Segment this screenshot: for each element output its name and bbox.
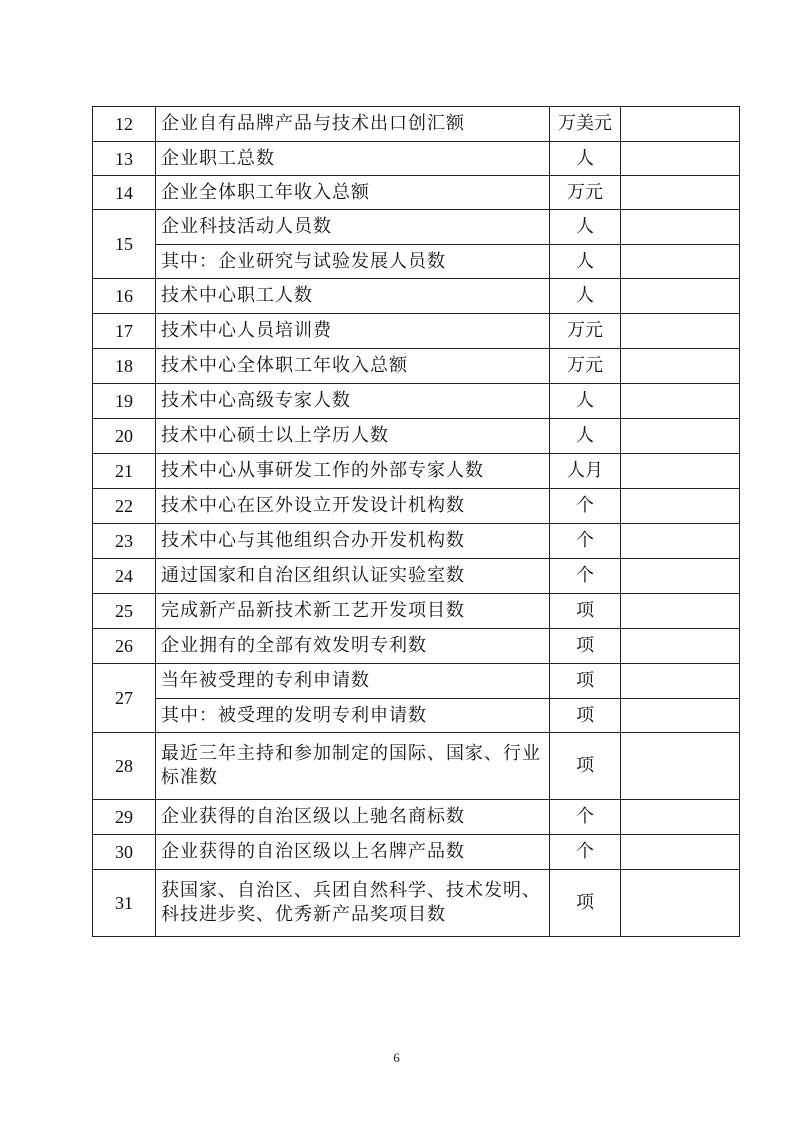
- row-value-cell: [621, 245, 740, 279]
- row-item: 技术中心从事研发工作的外部专家人数: [156, 454, 550, 489]
- row-value-cell: [621, 142, 740, 176]
- table-row: [93, 835, 740, 870]
- table-row: [93, 349, 740, 384]
- row-sub-unit: 人: [550, 245, 621, 279]
- row-value-cell: [621, 279, 740, 314]
- row-number: 19: [93, 384, 156, 419]
- row-number: 30: [93, 835, 156, 870]
- row-item: 企业自有品牌产品与技术出口创汇额: [156, 107, 550, 142]
- row-item: 技术中心硕士以上学历人数: [156, 419, 550, 454]
- row-item: 技术中心在区外设立开发设计机构数: [156, 489, 550, 524]
- row-value-cell: [621, 210, 740, 245]
- row-item: 企业获得的自治区级以上名牌产品数: [156, 835, 550, 870]
- row-number: 14: [93, 176, 156, 210]
- row-value-cell: [621, 454, 740, 489]
- row-value-cell: [621, 107, 740, 142]
- row-value-cell: [621, 629, 740, 664]
- row-item: 企业全体职工年收入总额: [156, 176, 550, 210]
- row-value-cell: [621, 733, 740, 800]
- row-number: 18: [93, 349, 156, 384]
- table-row: [93, 733, 740, 800]
- row-unit: 万元: [550, 314, 621, 349]
- row-unit: 人: [550, 210, 621, 245]
- row-item: 企业拥有的全部有效发明专利数: [156, 629, 550, 664]
- row-item: 技术中心人员培训费: [156, 314, 550, 349]
- row-value-cell: [621, 384, 740, 419]
- row-item: 技术中心职工人数: [156, 279, 550, 314]
- row-value-cell: [621, 800, 740, 835]
- row-unit: 人: [550, 384, 621, 419]
- table-row: [93, 176, 740, 210]
- row-unit: 个: [550, 835, 621, 870]
- row-number: 15: [93, 210, 156, 279]
- row-sub-unit: 项: [550, 699, 621, 733]
- row-item: 通过国家和自治区组织认证实验室数: [156, 559, 550, 594]
- row-unit: 人: [550, 279, 621, 314]
- row-number: 26: [93, 629, 156, 664]
- table-row: [93, 524, 740, 559]
- row-item: 最近三年主持和参加制定的国际、国家、行业标准数: [156, 733, 550, 800]
- row-unit: 个: [550, 559, 621, 594]
- row-unit: 万元: [550, 176, 621, 210]
- statistics-table: [92, 106, 740, 937]
- row-item: 获国家、自治区、兵团自然科学、技术发明、科技进步奖、优秀新产品奖项目数: [156, 870, 550, 937]
- table-row: [93, 629, 740, 664]
- row-unit: 项: [550, 733, 621, 800]
- row-item: 完成新产品新技术新工艺开发项目数: [156, 594, 550, 629]
- row-value-cell: [621, 870, 740, 937]
- row-value-cell: [621, 176, 740, 210]
- table-row: [93, 279, 740, 314]
- row-unit: 人: [550, 419, 621, 454]
- row-unit: 项: [550, 629, 621, 664]
- row-value-cell: [621, 559, 740, 594]
- table-row: [93, 489, 740, 524]
- row-unit: 万元: [550, 349, 621, 384]
- row-number: 16: [93, 279, 156, 314]
- row-number: 23: [93, 524, 156, 559]
- table-row: [93, 210, 740, 245]
- row-item: 技术中心高级专家人数: [156, 384, 550, 419]
- table-row: [93, 664, 740, 699]
- row-value-cell: [621, 664, 740, 699]
- row-number: 27: [93, 664, 156, 733]
- row-value-cell: [621, 524, 740, 559]
- row-sub-item: 其中：企业研究与试验发展人员数: [156, 245, 550, 279]
- table-row: [93, 870, 740, 937]
- row-number: 17: [93, 314, 156, 349]
- row-unit: 万美元: [550, 107, 621, 142]
- table-row: [93, 594, 740, 629]
- row-unit: 个: [550, 524, 621, 559]
- row-value-cell: [621, 594, 740, 629]
- table-row: [93, 559, 740, 594]
- table-subrow: [93, 699, 740, 733]
- page-number: 6: [393, 1050, 400, 1065]
- row-item: 企业获得的自治区级以上驰名商标数: [156, 800, 550, 835]
- row-value-cell: [621, 835, 740, 870]
- row-value-cell: [621, 419, 740, 454]
- row-item: 企业科技活动人员数: [156, 210, 550, 245]
- row-unit: 项: [550, 870, 621, 937]
- row-unit: 人: [550, 142, 621, 176]
- row-number: 28: [93, 733, 156, 800]
- row-item: 技术中心全体职工年收入总额: [156, 349, 550, 384]
- row-number: 22: [93, 489, 156, 524]
- row-item: 企业职工总数: [156, 142, 550, 176]
- row-number: 12: [93, 107, 156, 142]
- row-number: 25: [93, 594, 156, 629]
- table-row: [93, 384, 740, 419]
- table-row: [93, 314, 740, 349]
- row-value-cell: [621, 699, 740, 733]
- table-row: [93, 142, 740, 176]
- table-row: [93, 419, 740, 454]
- row-number: 29: [93, 800, 156, 835]
- row-sub-item: 其中：被受理的发明专利申请数: [156, 699, 550, 733]
- row-number: 21: [93, 454, 156, 489]
- row-value-cell: [621, 314, 740, 349]
- row-unit: 人月: [550, 454, 621, 489]
- row-item: 当年被受理的专利申请数: [156, 664, 550, 699]
- row-value-cell: [621, 349, 740, 384]
- row-number: 31: [93, 870, 156, 937]
- table-row: [93, 107, 740, 142]
- table-row: [93, 454, 740, 489]
- row-item: 技术中心与其他组织合办开发机构数: [156, 524, 550, 559]
- row-value-cell: [621, 489, 740, 524]
- row-unit: 项: [550, 664, 621, 699]
- row-number: 20: [93, 419, 156, 454]
- row-unit: 个: [550, 489, 621, 524]
- table-subrow: [93, 245, 740, 279]
- row-unit: 项: [550, 594, 621, 629]
- row-number: 13: [93, 142, 156, 176]
- row-number: 24: [93, 559, 156, 594]
- row-unit: 个: [550, 800, 621, 835]
- table-row: [93, 800, 740, 835]
